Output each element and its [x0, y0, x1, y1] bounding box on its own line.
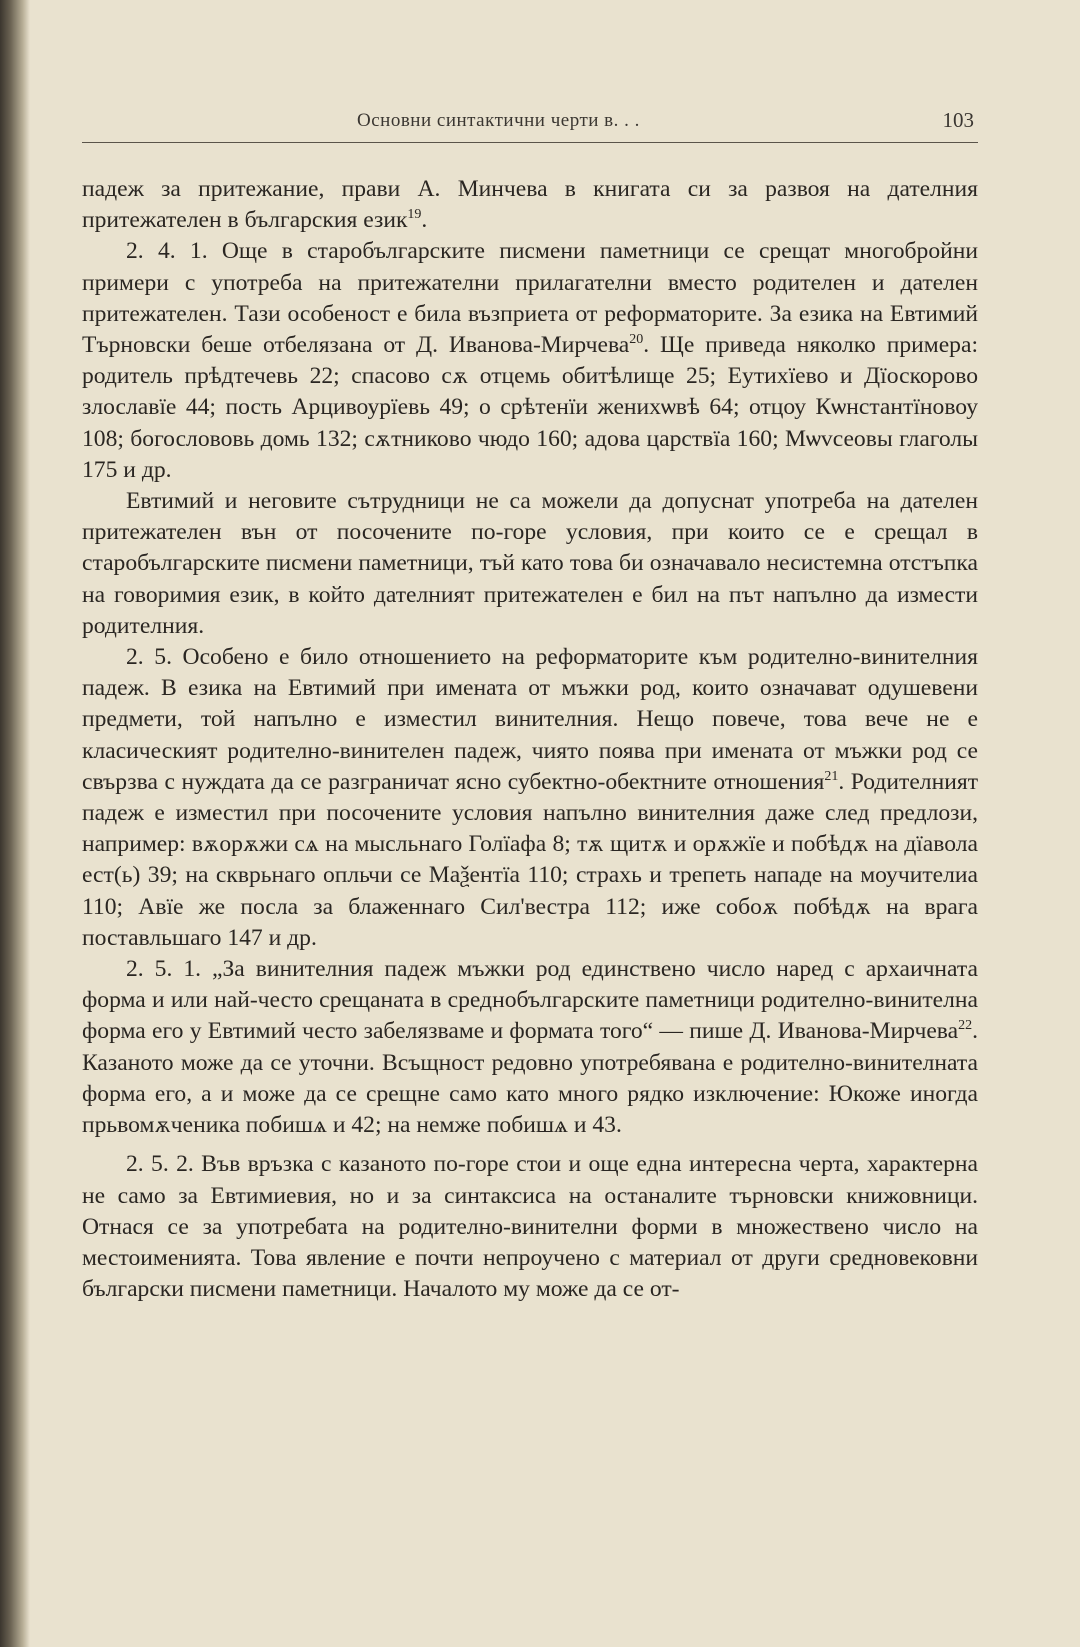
paragraph-continuation: [82, 174, 978, 236]
book-spine-shadow: [0, 0, 30, 1647]
paragraph-text: 2. 5. 1. „За винителния падеж мъжки род единствено число наред с архаичната форма и или най-често срещаната в среднобългарските паметници родително-винителна форма его у Евтимий често забелязваме и формата того“ — пише Д. Иванова-Мирчева: [82, 956, 978, 1045]
paragraph-text: падеж за притежание, прави А. Минчева в книгата си за развоя на дателния притежателен в българския език: [82, 176, 978, 234]
paragraph-text: 2. 5. 2. Във връзка с казаното по-горе стои и още една интересна черта, характерна не само за Евтимиевия, но и за синтаксиса на останалите търновски книжовници. Отнася се за употребата на родително-винителни форми в множествено число на местоименията. Това явление е почти непроучено с материал от други средновековни български писмени паметници. Началото му може да се от-: [82, 1151, 978, 1303]
footnote-ref: 19: [407, 207, 422, 223]
book-page: [82, 0, 978, 1647]
footnote-ref: 22: [958, 1018, 973, 1034]
paragraph-2-5: [82, 642, 978, 954]
paragraph-tail: . Ще приведа няколко примера: родитель прѣдтечевь 22; спасово сѫ отцемь обитѣлище 25; Еутихїево и Дїоскорово злославїе 44; пость Арцивоурїевь 49; о срѣтенїи женихѡвѣ 64; отцоу Кѡнстантїновоу 108; богослововь домь 132; сѫтниково чюдо 160; адова царствїа 160; Мѡvсеовы глаголы 175 и др.: [82, 332, 978, 483]
paragraph-2-4-1: [82, 236, 978, 486]
paragraph-text: Евтимий и неговите сътрудници не са можели да допуснат употреба на дателен притежателен вън от посочените по-горе условия, при които се е срещал в старобългарските писмени паметници, тъй като това би означавало несистемна отстъпка на говоримия език, в който дателният притежателен е бил на път напълно да измести родителния.: [82, 488, 978, 639]
page-number: 103: [942, 108, 974, 132]
footnote-ref: 21: [824, 769, 839, 784]
paragraph-text: 2. 5. Особено е било отношението на реформаторите към родително-винителния падеж. В езика на Евтимий при имената от мъжки род, които означават одушевени предмети, той напълно е изместил винителния. Нещо повече, това вече не е класическият родително-винителен падеж, чиято поява при имената от мъжки род се свързва с нуждата да се разграничат ясно субектно-обектните отношения: [82, 644, 978, 795]
footnote-ref: 20: [629, 332, 644, 348]
running-head: Основни синтактични черти в. . .: [357, 110, 640, 131]
paragraph-2-5-1: [82, 954, 978, 1141]
paragraph-tail: . Казаното може да се уточни. Всъщност редовно употребявана е родително-винителната форма его, а и може да се срещне само като много рядко изключение: Юкоже иногда прьвомѫченика побишѧ и 42; на немже побишѧ и 43.: [82, 1018, 978, 1139]
paragraph-2-5-2: [82, 1149, 978, 1305]
page-body: [82, 174, 978, 1305]
page-header: [82, 106, 978, 143]
paragraph-tail: . Родителният падеж е изместил при посочените условия напълно винителния даже след предлози, например: вѫорѫжи сѧ на мысльнаго Голїафа 8; тѫ щитѫ и орѫжїе и побѣдѫ на дїавола ест(ь) 39; на скврьнаго опльчи се Маѯентїа 110; страхь и трепеть нападе на моучителиа 110; Авїе же посла за блаженнаго Сил'вестра 112; иже собоѫ побѣдѫ на врага поставльшаго 147 и др.: [82, 768, 979, 951]
paragraph-evtimiy: [82, 486, 978, 642]
paragraph-tail: .: [421, 207, 428, 234]
paragraph-text: 2. 4. 1. Още в старобългарските писмени паметници се срещат многобройни примери с употреба на притежателни прилагателни вместо родителен и дателен притежателен. Тази особеност е била възприета от реформаторите. За езика на Евтимий Търновски беше отбелязана от Д. Иванова-Мирчева: [82, 238, 978, 359]
